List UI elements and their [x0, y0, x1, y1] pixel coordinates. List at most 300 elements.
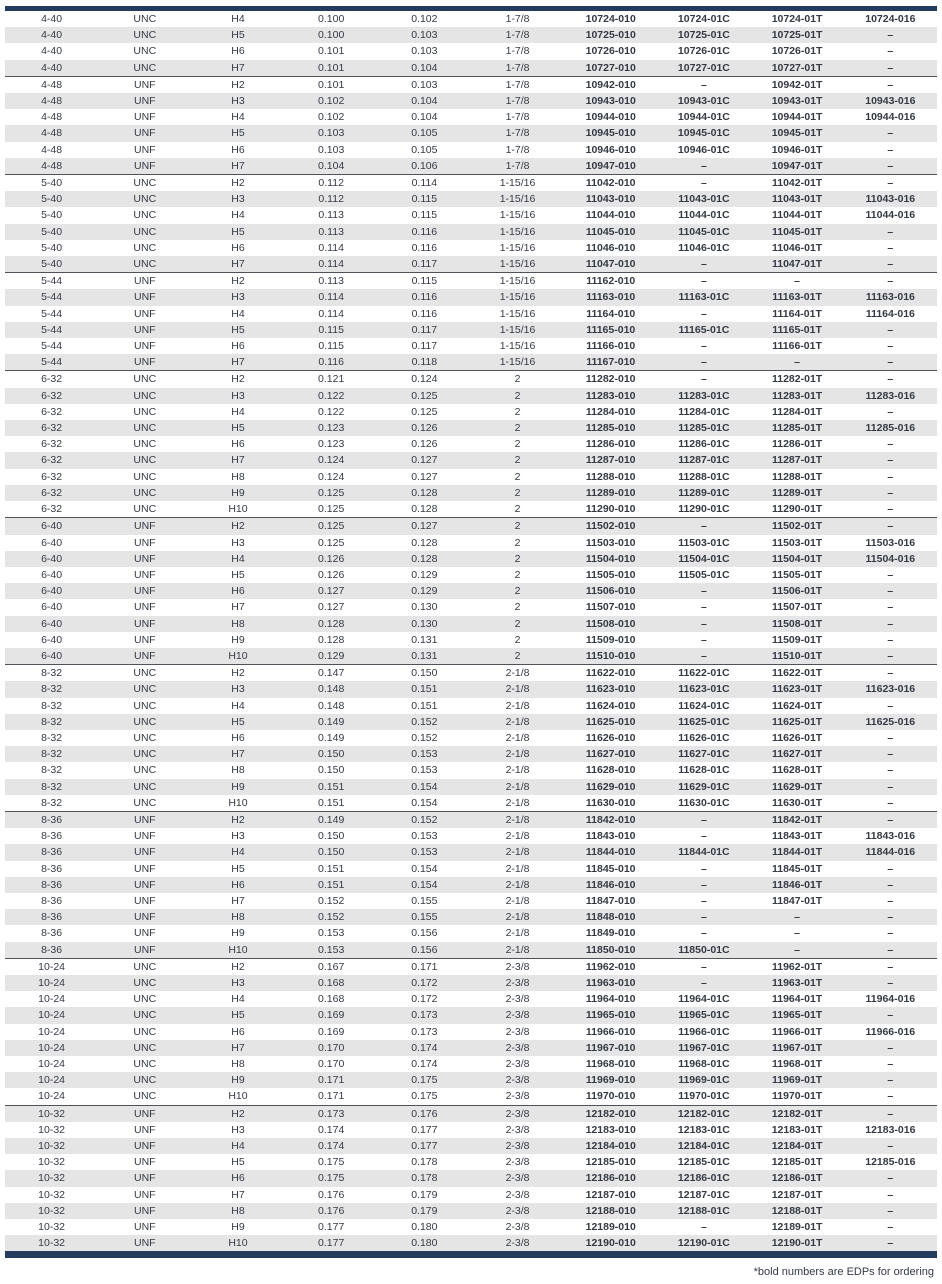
spec-cell: 0.175 [411, 1074, 438, 1087]
edp-cell: – [887, 585, 894, 598]
table-row [5, 861, 937, 877]
spec-cell: UNC [133, 503, 157, 516]
edp-cell: 11842-010 [564, 811, 657, 828]
edp-cell: – [657, 175, 750, 192]
spec-cell: 4-48 [5, 76, 98, 93]
spec-cell: 6-40 [41, 601, 63, 614]
edp-cell: 11623-010 [585, 683, 636, 696]
spec-cell: H6 [231, 45, 245, 58]
edp-cell: – [887, 143, 894, 156]
edp-cell: 12190-010 [585, 1237, 636, 1250]
spec-cell: 5-44 [41, 307, 63, 320]
edp-cell: 11286-01C [678, 438, 730, 451]
spec-cell: 1-15/16 [499, 241, 536, 254]
spec-cell: 0.151 [318, 878, 345, 891]
spec-cell: 0.128 [411, 486, 438, 499]
edp-cell: 11623-01T [771, 683, 823, 696]
table-row [5, 1056, 937, 1072]
spec-cell: 0.150 [318, 748, 345, 761]
spec-cell: 0.101 [318, 45, 345, 58]
spec-cell: UNF [133, 323, 156, 336]
edp-cell: – [700, 649, 707, 662]
spec-cell: 10-32 [38, 1204, 66, 1217]
spec-cell: 0.104 [411, 61, 438, 74]
edp-cell: 12188-01C [677, 1204, 730, 1217]
spec-cell: 2-1/8 [505, 878, 530, 891]
spec-cell: 6-40 [41, 633, 63, 646]
spec-cell: H6 [231, 241, 245, 254]
edp-cell: 11288-01C [678, 470, 730, 483]
edp-cell: 10945-01C [677, 127, 730, 140]
spec-cell: UNF [133, 927, 156, 940]
spec-cell: 2-1/8 [505, 830, 530, 843]
table-row [5, 1170, 937, 1186]
edp-cell: 11283-016 [865, 389, 916, 402]
spec-cell: 8-36 [41, 943, 63, 956]
spec-cell: 2-1/8 [505, 764, 530, 777]
spec-cell: 10-32 [38, 1221, 66, 1234]
edp-cell: – [887, 894, 894, 907]
spec-cell: 0.155 [411, 911, 438, 924]
edp-cell: 11623-01C [678, 683, 730, 696]
edp-cell: – [887, 454, 894, 467]
spec-cell: 0.114 [318, 258, 344, 271]
edp-cell: 11509-01T [771, 633, 823, 646]
spec-cell: 2-1/8 [505, 796, 530, 809]
spec-cell: UNC [133, 470, 157, 483]
spec-cell: 4-48 [41, 159, 63, 172]
table-row [5, 518, 937, 535]
edp-cell: – [700, 927, 707, 940]
edp-cell: – [751, 273, 844, 290]
spec-cell: H10 [228, 1237, 248, 1250]
spec-cell: 0.103 [318, 127, 345, 140]
spec-cell: 0.156 [411, 927, 438, 940]
spec-cell: 8-36 [41, 878, 63, 891]
spec-cell: 6-32 [41, 389, 63, 402]
spec-cell: 1-15/16 [499, 209, 536, 222]
spec-cell: 2 [514, 454, 521, 467]
spec-cell: H5 [231, 862, 245, 875]
spec-cell: 1-15/16 [499, 340, 536, 353]
edp-cell: 11045-01C [678, 225, 730, 238]
edp-cell: 10726-01T [771, 45, 823, 58]
edp-cell: 10724-01C [677, 13, 730, 25]
spec-cell: 0.175 [318, 1156, 345, 1169]
edp-cell: 11622-01T [751, 665, 844, 682]
spec-cell: 6-40 [41, 649, 63, 662]
spec-cell: 1-7/8 [505, 143, 530, 156]
table-row [5, 338, 937, 354]
spec-cell: UNF [133, 830, 156, 843]
spec-cell: 2 [514, 585, 521, 598]
spec-cell: H6 [231, 143, 245, 156]
spec-cell: 0.127 [411, 470, 438, 483]
spec-cell: H2 [191, 76, 284, 93]
spec-cell: 0.149 [285, 811, 378, 828]
edp-cell: 10945-010 [585, 127, 636, 140]
edp-cell: 10947-010 [585, 159, 636, 172]
spec-cell: UNC [98, 665, 191, 682]
edp-cell: 11285-01C [678, 422, 730, 435]
spec-cell: 0.113 [285, 273, 378, 290]
spec-cell: 0.170 [318, 1058, 345, 1070]
edp-cell: 11163-01T [772, 291, 822, 304]
spec-cell: H9 [231, 927, 245, 940]
edp-cell: – [700, 911, 707, 924]
spec-cell: H2 [191, 518, 284, 535]
spec-cell: 0.179 [411, 1188, 438, 1201]
edp-cell: 11847-01T [771, 894, 823, 907]
edp-cell: – [700, 585, 707, 598]
spec-cell: H9 [231, 486, 245, 499]
edp-cell: 12185-016 [865, 1156, 916, 1169]
edp-cell: 11845-01T [771, 862, 823, 875]
spec-cell: 0.154 [411, 796, 438, 809]
edp-cell: – [887, 405, 894, 418]
edp-cell: 11504-01C [678, 552, 730, 565]
spec-cell: 2-3/8 [505, 1041, 530, 1054]
spec-cell: 0.114 [318, 291, 344, 304]
edp-cell: – [700, 356, 707, 369]
spec-cell: 0.176 [378, 1105, 471, 1122]
spec-cell: 0.151 [411, 683, 438, 696]
spec-cell: 6-40 [41, 585, 63, 598]
edp-cell: 11630-01C [678, 796, 730, 809]
spec-cell: 0.112 [285, 175, 378, 192]
edp-cell: 11167-010 [586, 356, 636, 369]
spec-cell: UNC [133, 258, 157, 271]
edp-cell: 12185-01C [677, 1156, 730, 1169]
spec-cell: 6-40 [41, 568, 63, 581]
edp-cell: 10946-01T [771, 143, 823, 156]
spec-cell: 2-3/8 [505, 1156, 530, 1169]
edp-cell: 11505-01T [771, 568, 823, 581]
table-row [5, 811, 937, 828]
edp-cell: 11287-010 [585, 454, 636, 467]
table-row [5, 583, 937, 599]
spec-cell: H6 [231, 731, 245, 744]
spec-cell: UNF [133, 568, 156, 581]
spec-cell: 5-40 [5, 175, 98, 192]
table-row [5, 991, 937, 1007]
edp-cell: 12190-01T [771, 1237, 823, 1250]
spec-cell: 4-48 [41, 111, 63, 124]
edp-cell: 11628-010 [585, 764, 636, 777]
spec-cell: 2 [514, 552, 521, 565]
spec-cell: 0.104 [318, 159, 345, 172]
spec-cell: UNC [133, 1074, 157, 1087]
edp-cell: – [887, 617, 894, 630]
edp-cell: 11290-01T [771, 503, 823, 516]
edp-cell: – [887, 1237, 894, 1250]
edp-cell: 10943-01T [771, 95, 823, 108]
spec-cell: 0.149 [318, 715, 345, 728]
edp-cell: 10944-010 [585, 111, 636, 124]
spec-cell: 0.112 [318, 193, 344, 206]
spec-cell: 8-36 [5, 811, 98, 828]
edp-cell: – [844, 518, 937, 535]
spec-cell: 0.172 [411, 993, 438, 1006]
table-row [5, 469, 937, 485]
spec-cell: 0.147 [285, 665, 378, 682]
table-row [5, 240, 937, 256]
spec-cell: 0.105 [411, 127, 438, 140]
spec-cell: UNC [133, 438, 157, 451]
spec-cell: H4 [231, 209, 245, 222]
table-row [5, 551, 937, 567]
table-row [5, 27, 937, 43]
spec-cell: 2-3/8 [505, 976, 530, 989]
spec-cell: H2 [191, 958, 284, 975]
edp-cell: 10724-016 [865, 13, 916, 25]
table-row [5, 925, 937, 941]
spec-cell: H5 [231, 1156, 245, 1169]
edp-cell: 10727-01C [677, 61, 730, 74]
spec-cell: 8-36 [41, 830, 63, 843]
spec-cell: H3 [231, 193, 245, 206]
edp-cell: 12187-010 [585, 1188, 636, 1201]
edp-cell: – [794, 927, 801, 940]
spec-cell: UNF [133, 1221, 156, 1234]
spec-cell: 0.176 [318, 1188, 345, 1201]
edp-cell: – [887, 356, 894, 369]
spec-cell: 0.102 [318, 111, 345, 124]
edp-cell: 12182-010 [564, 1105, 657, 1122]
spec-cell: 0.100 [318, 13, 345, 25]
edp-cell: – [844, 811, 937, 828]
edp-cell: 10947-01T [771, 159, 823, 172]
edp-cell: 10725-01T [771, 29, 823, 42]
edp-cell: 10727-01T [771, 61, 823, 74]
spec-cell: 0.105 [411, 143, 438, 156]
edp-cell: – [887, 438, 894, 451]
edp-cell: 11843-016 [865, 830, 916, 843]
spec-cell: 0.127 [318, 601, 345, 614]
spec-cell: UNC [98, 175, 191, 192]
spec-cell: 0.171 [378, 958, 471, 975]
spec-cell: 0.170 [318, 1041, 345, 1054]
edp-cell: – [887, 1074, 894, 1087]
spec-cell: H6 [231, 340, 245, 353]
table-row [5, 158, 937, 175]
edp-cell: – [887, 976, 894, 989]
spec-cell: 0.153 [411, 764, 438, 777]
edp-cell: 11510-010 [585, 649, 636, 662]
edp-cell: 11044-01T [771, 209, 823, 222]
spec-cell: 6-32 [41, 422, 63, 435]
edp-cell: 11630-01T [771, 796, 823, 809]
edp-cell: 10724-01T [771, 13, 823, 25]
spec-cell: 5-44 [41, 340, 63, 353]
edp-cell: 12187-01T [771, 1188, 823, 1201]
edp-cell: – [887, 699, 894, 712]
table-row [5, 762, 937, 778]
spec-cell: H4 [231, 993, 245, 1006]
spec-cell: 0.174 [411, 1058, 438, 1070]
spec-cell: H2 [191, 665, 284, 682]
edp-cell: 11504-016 [865, 552, 916, 565]
spec-cell: 1-7/8 [505, 13, 530, 25]
edp-cell: 11287-01T [771, 454, 823, 467]
table-row [5, 388, 937, 404]
spec-cell: UNC [133, 796, 157, 809]
spec-cell: 1-15/16 [471, 175, 564, 192]
edp-cell: 11506-01T [771, 585, 823, 598]
edp-cell: – [700, 617, 707, 630]
edp-cell: 11286-010 [585, 438, 636, 451]
edp-cell: 11282-010 [564, 371, 657, 388]
edp-cell: 11842-01T [751, 811, 844, 828]
spec-cell: H5 [231, 715, 245, 728]
edp-cell: – [887, 45, 894, 58]
spec-cell: 1-7/8 [505, 111, 530, 124]
spec-cell: 5-44 [41, 291, 63, 304]
edp-footnote: *bold numbers are EDPs for ordering [753, 1266, 934, 1279]
spec-cell: H5 [231, 127, 245, 140]
edp-cell: 11964-01T [771, 993, 823, 1006]
spec-cell: 0.104 [411, 111, 438, 124]
spec-cell: 0.114 [318, 307, 344, 320]
edp-cell: – [887, 764, 894, 777]
table-row [5, 501, 937, 518]
spec-cell: UNF [133, 143, 156, 156]
spec-cell: UNF [133, 95, 156, 108]
edp-cell: 11504-010 [585, 552, 636, 565]
edp-cell: 11046-010 [585, 241, 636, 254]
spec-cell: H5 [231, 1009, 245, 1022]
spec-cell: H3 [231, 95, 245, 108]
spec-cell: 1-15/16 [499, 307, 536, 320]
spec-cell: 6-32 [5, 371, 98, 388]
spec-cell: 1-7/8 [471, 76, 564, 93]
spec-cell: UNF [133, 340, 156, 353]
spec-cell: 10-32 [5, 1105, 98, 1122]
spec-cell: 4-40 [41, 13, 63, 25]
edp-cell: 11503-01C [678, 536, 730, 549]
spec-cell: UNC [133, 780, 157, 793]
table-row [5, 125, 937, 141]
edp-cell: 11966-01C [678, 1025, 730, 1038]
spec-cell: UNF [133, 291, 156, 304]
spec-cell: 4-48 [41, 143, 63, 156]
edp-cell: 11843-01T [771, 830, 823, 843]
spec-cell: 0.128 [411, 552, 438, 565]
edp-cell: – [700, 340, 707, 353]
spec-cell: H8 [231, 1204, 245, 1217]
edp-cell: – [700, 830, 707, 843]
spec-cell: 10-32 [38, 1140, 66, 1153]
edp-cell: – [844, 273, 937, 290]
spec-cell: 6-32 [41, 486, 63, 499]
edp-cell: 11964-016 [865, 993, 916, 1006]
table-row [5, 256, 937, 273]
spec-cell: 0.124 [378, 371, 471, 388]
spec-cell: UNC [133, 715, 157, 728]
spec-cell: 0.151 [318, 796, 345, 809]
spec-cell: 0.123 [318, 438, 345, 451]
edp-cell: 11970-01T [771, 1090, 823, 1103]
spec-cell: H4 [231, 699, 245, 712]
table-row [5, 76, 937, 93]
spec-cell: 0.123 [318, 422, 345, 435]
spec-cell: UNC [98, 958, 191, 975]
edp-cell: 11968-01C [678, 1058, 730, 1070]
spec-cell: 0.129 [411, 568, 438, 581]
edp-cell: – [887, 61, 894, 74]
table-row [5, 795, 937, 812]
spec-cell: UNF [133, 911, 156, 924]
spec-cell: 2-3/8 [505, 1221, 530, 1234]
edp-cell: 11965-01C [678, 1009, 730, 1022]
edp-cell: 11962-010 [564, 958, 657, 975]
edp-cell: 11289-01T [771, 486, 823, 499]
edp-cell: 11843-010 [585, 830, 636, 843]
edp-cell: 11503-010 [585, 536, 636, 549]
edp-cell: – [887, 943, 894, 956]
table-row [5, 877, 937, 893]
edp-cell: – [700, 601, 707, 614]
edp-cell: 11287-01C [678, 454, 730, 467]
table-row [5, 224, 937, 240]
edp-cell: 11164-016 [865, 307, 915, 320]
spec-cell: 0.173 [411, 1025, 438, 1038]
edp-cell: 11043-01C [678, 193, 730, 206]
edp-cell: – [887, 127, 894, 140]
spec-cell: 0.115 [318, 323, 344, 336]
edp-cell: 10944-01T [771, 111, 823, 124]
spec-cell: 0.116 [411, 225, 438, 238]
spec-cell: 0.180 [411, 1221, 438, 1234]
table-row [5, 665, 937, 682]
edp-cell: 11625-010 [585, 715, 636, 728]
edp-cell: 11969-01T [771, 1074, 823, 1087]
edp-cell: – [887, 796, 894, 809]
edp-cell: 11844-01C [678, 846, 730, 859]
edp-cell: 11629-010 [585, 780, 636, 793]
edp-cell: 11622-01C [657, 665, 750, 682]
spec-cell: UNC [133, 976, 157, 989]
edp-cell: 10943-01C [677, 95, 730, 108]
spec-cell: UNF [98, 518, 191, 535]
spec-cell: 1-7/8 [505, 45, 530, 58]
table-row [5, 730, 937, 746]
edp-cell: 11509-010 [585, 633, 636, 646]
spec-cell: H3 [231, 1123, 245, 1136]
edp-cell: – [700, 878, 707, 891]
edp-cell: 10946-01C [677, 143, 730, 156]
edp-cell: – [700, 894, 707, 907]
edp-cell: 11850-010 [585, 943, 636, 956]
edp-cell: 11629-01C [678, 780, 730, 793]
table-row [5, 632, 937, 648]
edp-cell: 11849-010 [585, 927, 636, 940]
spec-cell: 10-32 [38, 1237, 66, 1250]
edp-cell: 11283-01C [678, 389, 730, 402]
edp-cell: – [887, 568, 894, 581]
edp-cell: 11288-01T [771, 470, 823, 483]
spec-cell: 0.173 [411, 1009, 438, 1022]
spec-cell: 1-15/16 [499, 356, 536, 369]
spec-cell: 1-7/8 [505, 159, 530, 172]
spec-cell: UNC [133, 389, 157, 402]
edp-cell: 11964-01C [678, 993, 730, 1006]
edp-cell: – [887, 225, 894, 238]
edp-cell: – [700, 258, 707, 271]
edp-cell: 11963-01T [771, 976, 823, 989]
spec-cell: 2 [514, 649, 521, 662]
edp-cell: – [887, 1009, 894, 1022]
